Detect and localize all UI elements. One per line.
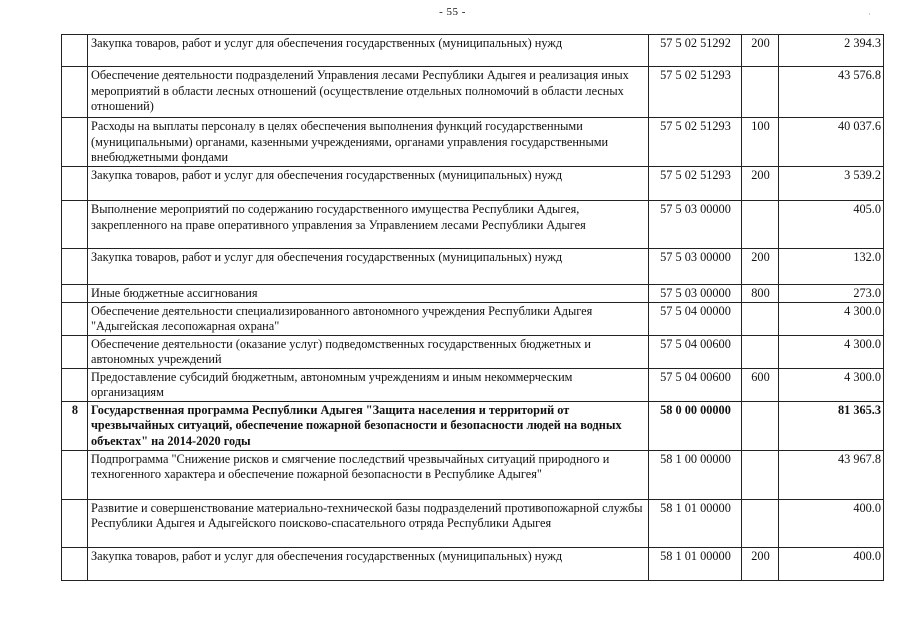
row-name-cell: Закупка товаров, работ и услуг для обеспечения государственных (муниципальных) нужд [88,547,649,580]
row-name-cell: Обеспечение деятельности (оказание услуг) подведомственных государственных бюджетных и автономных учреждений [88,335,649,368]
row-number-cell [62,450,88,499]
row-expense-type-cell: 200 [742,249,779,285]
row-expense-type-cell [742,450,779,499]
row-number-cell [62,499,88,547]
row-code-cell: 57 5 02 51293 [649,167,742,201]
table-row [62,450,884,499]
row-code-cell: 57 5 02 51293 [649,118,742,167]
row-expense-type-cell [742,302,779,335]
row-number-cell [62,302,88,335]
row-number-cell [62,118,88,167]
table-row [62,201,884,249]
table-row [62,35,884,67]
row-sum-cell: 400.0 [779,499,884,547]
row-expense-type-cell [742,201,779,249]
row-expense-type-cell [742,335,779,368]
row-name-cell: Обеспечение деятельности специализированного автономного учреждения Республики Адыгея "Адыгейская лесопожарная охрана" [88,302,649,335]
row-expense-type-cell: 600 [742,368,779,401]
row-code-cell: 57 5 03 00000 [649,201,742,249]
table-row [62,302,884,335]
row-expense-type-cell: 200 [742,547,779,580]
row-sum-cell: 43 967.8 [779,450,884,499]
table-row [62,285,884,303]
row-code-cell: 58 1 01 00000 [649,499,742,547]
row-number-cell [62,547,88,580]
row-sum-cell: 132.0 [779,249,884,285]
table-row [62,335,884,368]
row-name-cell: Закупка товаров, работ и услуг для обеспечения государственных (муниципальных) нужд [88,35,649,67]
row-code-cell: 58 1 00 00000 [649,450,742,499]
row-sum-cell: 3 539.2 [779,167,884,201]
row-sum-cell: 2 394.3 [779,35,884,67]
row-name-cell: Развитие и совершенствование материально-технической базы подразделений противопожарной службы Республики Адыгея и Адыгейского поисково-спасательного отряда Республики Адыгея [88,499,649,547]
row-name-cell: Подпрограмма "Снижение рисков и смягчение последствий чрезвычайных ситуаций природного и техногенного характера и обеспечение пожарной безопасности в Республике Адыгея" [88,450,649,499]
row-sum-cell: 4 300.0 [779,302,884,335]
table-row [62,249,884,285]
row-sum-cell: 40 037.6 [779,118,884,167]
row-name-cell: Расходы на выплаты персоналу в целях обеспечения выполнения функций государственными (муниципальными) органами, казенными учреждениями, органами управления государственными внебюджетными фондами [88,118,649,167]
row-code-cell: 58 1 01 00000 [649,547,742,580]
row-sum-cell: 81 365.3 [779,401,884,450]
row-expense-type-cell [742,499,779,547]
row-sum-cell: 400.0 [779,547,884,580]
row-name-cell: Закупка товаров, работ и услуг для обеспечения государственных (муниципальных) нужд [88,167,649,201]
row-name-cell: Закупка товаров, работ и услуг для обеспечения государственных (муниципальных) нужд [88,249,649,285]
row-number-cell [62,368,88,401]
row-sum-cell: 273.0 [779,285,884,303]
row-code-cell: 57 5 02 51292 [649,35,742,67]
row-number-cell [62,249,88,285]
row-code-cell: 57 5 04 00000 [649,302,742,335]
row-sum-cell: 4 300.0 [779,335,884,368]
row-code-cell: 57 5 04 00600 [649,368,742,401]
row-number-cell [62,167,88,201]
row-sum-cell: 4 300.0 [779,368,884,401]
table-row [62,67,884,118]
row-number-cell [62,35,88,67]
row-number-cell [62,335,88,368]
row-code-cell: 57 5 03 00000 [649,285,742,303]
row-name-cell: Выполнение мероприятий по содержанию государственного имущества Республики Адыгея, закрепленного на праве оперативного управления за Управлением лесами Республики Адыгея [88,201,649,249]
table-row [62,499,884,547]
table-row-program [62,401,884,450]
row-expense-type-cell: 200 [742,167,779,201]
row-expense-type-cell [742,67,779,118]
row-number-cell [62,201,88,249]
budget-table-body [62,35,884,581]
row-expense-type-cell: 800 [742,285,779,303]
table-row [62,368,884,401]
row-code-cell: 58 0 00 00000 [649,401,742,450]
row-sum-cell: 405.0 [779,201,884,249]
row-number-cell [62,285,88,303]
row-name-cell: Обеспечение деятельности подразделений Управления лесами Республики Адыгея и реализация иных мероприятий в области лесных отношений (осуществление отдельных полномочий в области лесных отношений) [88,67,649,118]
row-code-cell: 57 5 03 00000 [649,249,742,285]
row-expense-type-cell: 100 [742,118,779,167]
table-row [62,118,884,167]
table-row [62,547,884,580]
row-name-cell: Государственная программа Республики Адыгея "Защита населения и территорий от чрезвычайных ситуаций, обеспечение пожарной безопасности и безопасности людей на водных объектах" на 2014-2020 годы [88,401,649,450]
page-number: - 55 - [439,6,466,18]
page-corner-mark: · [868,10,871,19]
row-expense-type-cell [742,401,779,450]
row-code-cell: 57 5 02 51293 [649,67,742,118]
row-number-cell: 8 [62,401,88,450]
row-name-cell: Предоставление субсидий бюджетным, автономным учреждениям и иным некоммерческим организациям [88,368,649,401]
row-sum-cell: 43 576.8 [779,67,884,118]
table-row [62,167,884,201]
row-code-cell: 57 5 04 00600 [649,335,742,368]
row-number-cell [62,67,88,118]
row-expense-type-cell: 200 [742,35,779,67]
row-name-cell: Иные бюджетные ассигнования [88,285,649,303]
budget-table [61,34,884,581]
